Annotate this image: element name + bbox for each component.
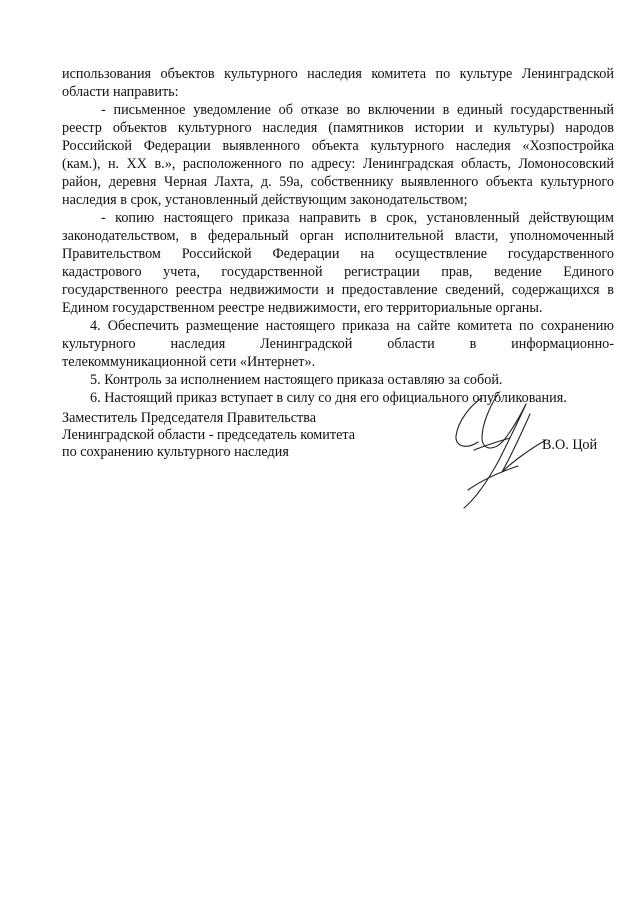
body-line-4: реестр объектов культурного наследия (памятников истории и культуры) народов <box>62 120 614 136</box>
body-line-2: области направить: <box>62 84 179 100</box>
body-line-11: Правительством Российской Федерации на осуществление государственного <box>62 246 614 262</box>
body-line-10: законодательством, в федеральный орган исполнительной власти, уполномоченный <box>62 228 614 244</box>
signatory-position-line-1: Заместитель Председателя Правительства <box>62 410 317 426</box>
body-line-5: Российской Федерации выявленного объекта культурного наследия «Хозпостройка <box>62 138 614 154</box>
body-line-9: - копию настоящего приказа направить в срок, установленный действующим <box>101 210 614 226</box>
signatory-position-line-3: по сохранению культурного наследия <box>62 444 289 460</box>
body-line-7: район, деревня Черная Лахта, д. 59а, собственнику выявленного объекта культурного <box>62 174 614 190</box>
body-line-1: использования объектов культурного наследия комитета по культуре Ленинградской <box>62 66 614 82</box>
signatory-name: В.О. Цой <box>542 437 598 453</box>
signatory-position-line-2: Ленинградской области - председатель комитета <box>62 427 356 443</box>
body-line-19: 6. Настоящий приказ вступает в силу со дня его официального опубликования. <box>90 390 567 406</box>
body-line-16: культурного наследия Ленинградской области в информационно- <box>62 336 614 352</box>
body-line-14: Едином государственном реестре недвижимости, его территориальные органы. <box>62 300 543 316</box>
body-line-8: наследия в срок, установленный действующим законодательством; <box>62 192 468 208</box>
body-line-13: государственного реестра недвижимости и предоставление сведений, содержащихся в <box>62 282 614 298</box>
body-line-6: (кам.), н. XX в.», расположенного по адресу: Ленинградская область, Ломоносовский <box>62 156 614 172</box>
handwritten-signature <box>438 380 558 515</box>
body-line-15: 4. Обеспечить размещение настоящего приказа на сайте комитета по сохранению <box>90 318 614 334</box>
body-line-12: кадастрового учета, государственной регистрации прав, ведение Единого <box>62 264 614 280</box>
body-line-18: 5. Контроль за исполнением настоящего приказа оставляю за собой. <box>90 372 503 388</box>
body-line-17: телекоммуникационной сети «Интернет». <box>62 354 316 370</box>
body-line-3: - письменное уведомление об отказе во включении в единый государственный <box>101 102 614 118</box>
